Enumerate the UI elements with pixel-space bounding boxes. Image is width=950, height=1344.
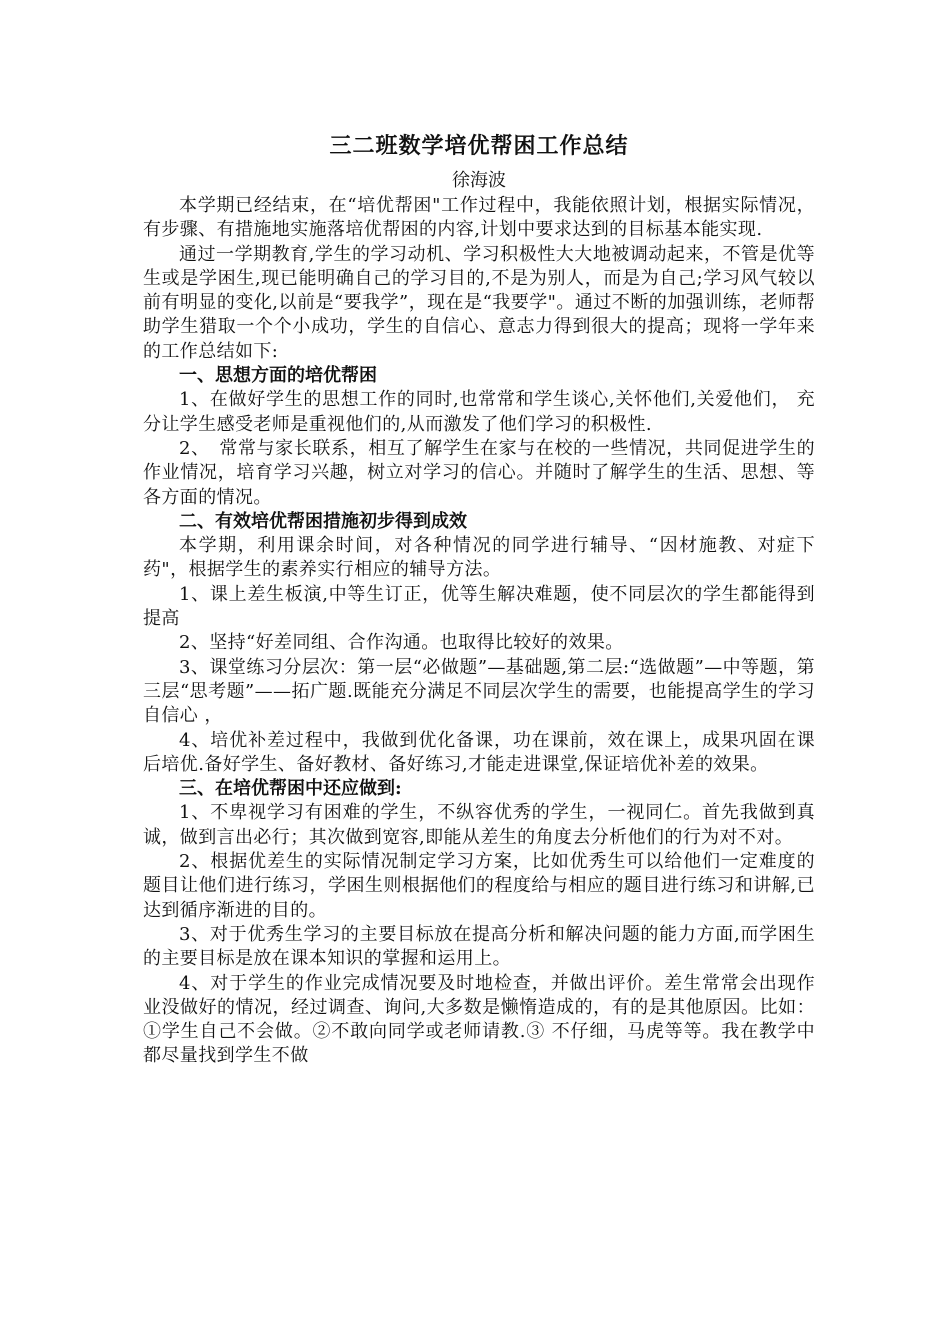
body-paragraph: 2、 常常与家长联系，相互了解学生在家与在校的一些情况，共同促进学生的作业情况，培育学习兴趣，树立对学习的信心。并随时了解学生的生活、思想、等各方面的情况。 bbox=[143, 437, 815, 508]
body-paragraph: 本学期，利用课余时间，对各种情况的同学进行辅导、“因材施教、对症下药"，根据学生的素养实行相应的辅导方法。 bbox=[143, 535, 815, 581]
section-heading: 一、思想方面的培优帮困 bbox=[179, 365, 377, 387]
document-body bbox=[143, 194, 815, 1069]
section-heading: 三、在培优帮困中还应做到: bbox=[179, 778, 402, 800]
body-paragraph: 通过一学期教育,学生的学习动机、学习积极性大大地被调动起来，不管是优等生或是学困生,现已能明确自己的学习目的,不是为别人，而是为自己;学习风气较以前有明显的变化,以前是“要我学”，现在是“我要学"。通过不断的加强训练，老师帮助学生猎取一个个小成功，学生的自信心、意志力得到很大的提高；现将一学年来的工作总结如下: bbox=[143, 243, 815, 362]
section-heading: 二、有效培优帮困措施初步得到成效 bbox=[179, 510, 467, 532]
body-paragraph: 3、对于优秀生学习的主要目标放在提高分析和解决问题的能力方面,而学困生的主要目标是放在课本知识的掌握和运用上。 bbox=[143, 923, 815, 970]
body-paragraph: 4、培优补差过程中，我做到优化备课，功在课前，效在课上，成果巩固在课后培优.备好学生、备好教材、备好练习,才能走进课堂,保证培优补差的效果。 bbox=[143, 729, 815, 775]
body-paragraph: 本学期已经结束，在“培优帮困"工作过程中，我能依照计划，根据实际情况，有步骤、有措施地实施落培优帮困的内容,计划中要求达到的目标基本能实现. bbox=[143, 195, 815, 241]
document-author: 徐海波 bbox=[452, 170, 506, 191]
body-paragraph: 2、根据优差生的实际情况制定学习方案，比如优秀生可以给他们一定难度的题目让他们进行练习，学困生则根据他们的程度给与相应的题目进行练习和讲解,已达到循序渐进的目的。 bbox=[143, 851, 815, 921]
body-paragraph: 2、坚持“好差同组、合作沟通。也取得比较好的效果。 bbox=[179, 632, 624, 654]
body-paragraph: 1、在做好学生的思想工作的同时,也常常和学生谈心,关怀他们,关爱他们， 充分让学生感受老师是重视他们的,从而激发了他们学习的积极性. bbox=[143, 389, 815, 435]
document-page bbox=[143, 130, 815, 1069]
document-title: 三二班数学培优帮困工作总结 bbox=[329, 133, 629, 159]
body-paragraph: 1、课上差生板演,中等生订正，优等生解决难题，使不同层次的学生都能得到提高 bbox=[143, 583, 815, 630]
body-paragraph: 4、对于学生的作业完成情况要及时地检查，并做出评价。差生常常会出现作业没做好的情况，经过调查、询问,大多数是懒惰造成的，有的是其他原因。比如：①学生自己不会做。②不敢向同学或老师请教.③ 不仔细，马虎等等。我在教学中都尽量找到学生不做 bbox=[143, 972, 815, 1067]
body-paragraph: 1、不卑视学习有困难的学生，不纵容优秀的学生，一视同仁。首先我做到真诚，做到言出必行；其次做到宽容,即能从差生的角度去分析他们的行为对不对。 bbox=[143, 802, 815, 848]
body-paragraph: 3、课堂练习分层次：第一层“必做题”—基础题,第二层:“选做题”—中等题，第三层“思考题”——拓广题.既能充分满足不同层次学生的需要，也能提高学生的学习自信心 ， bbox=[143, 656, 815, 727]
